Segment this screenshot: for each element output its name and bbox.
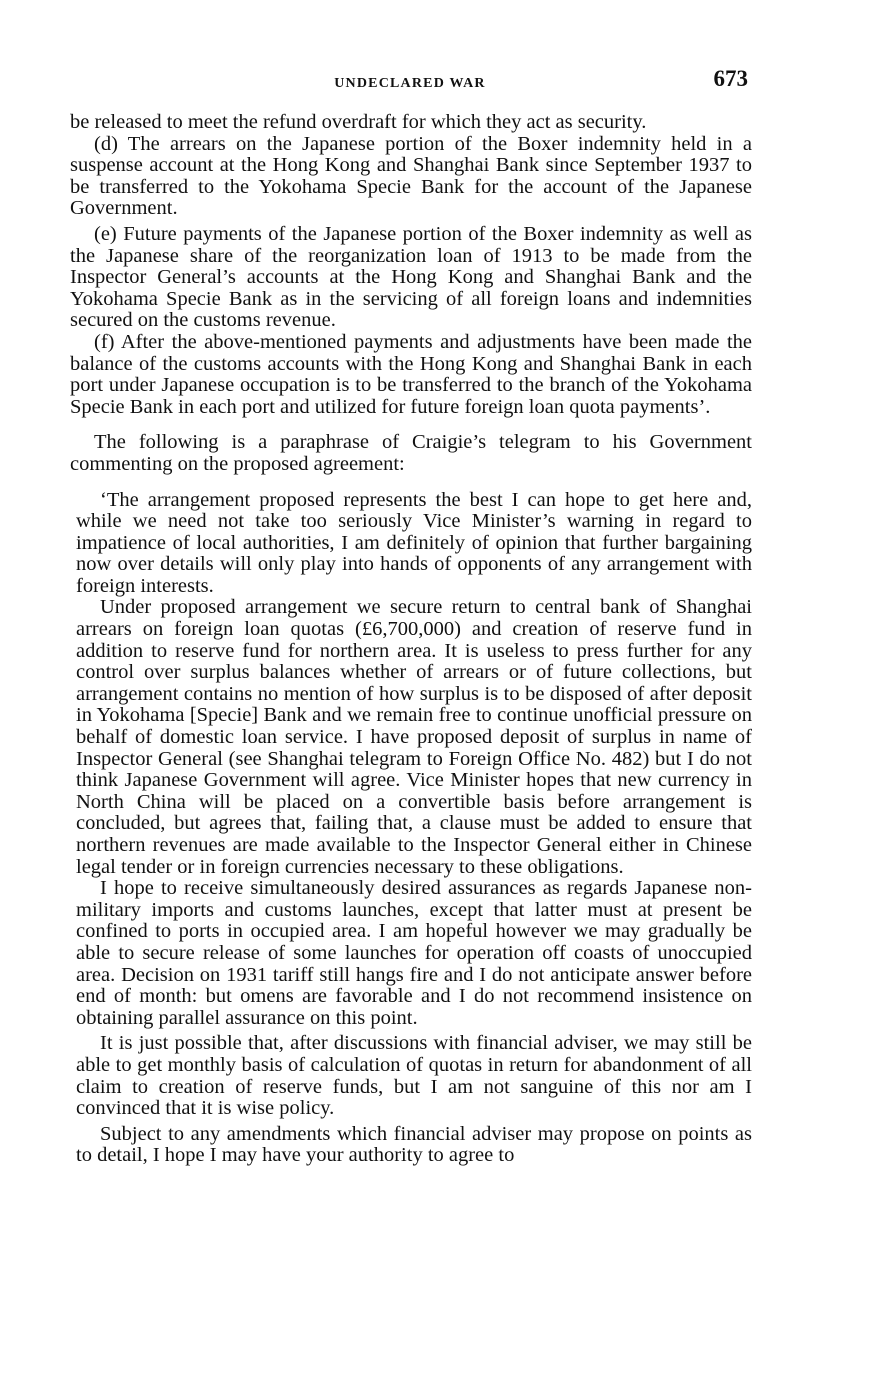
paragraph-continuation: be released to meet the refund overdraft for which they act as security. <box>70 111 647 133</box>
telegram-paragraph-1: ‘The arrangement proposed represents the best I can hope to get here and, while we need not take too seriously Vice Minister’s warning in regard to impatience of local authorities, I am definitely of opinion that further bargaining now over details will only play into hands of opponents of any arrangement with foreign interests. <box>76 488 752 597</box>
paragraph-item-f: (f) After the above-mentioned payments and adjustments have been made the balance of the customs accounts with the Hong Kong and Shanghai Bank in each port under Japanese occupation is to be transferred to the branch of the Yokohama Specie Bank in each port and utilized for future foreign loan quota payments’. <box>70 330 752 418</box>
telegram-paragraph-2: Under proposed arrangement we secure return to central bank of Shanghai arrears on foreign loan quotas (£6,700,000) and creation of reserve fund in addition to reserve fund for northern area. It is useless to press further for any control over surplus balances whether of arrears or of future collections, but arrangement contains no mention of how surplus is to be disposed of after deposit in Yokohama [Specie] Bank and we remain free to continue unofficial pressure on behalf of domestic loan service. I have proposed deposit of surplus in name of Inspector General (see Shanghai telegram to Foreign Office No. 482) but I do not think Japanese Government will agree. Vice Minister hopes that new currency in North China will be placed on a convertible basis before arrangement is concluded, but agrees that, failing that, a clause must be added to ensure that northern revenues are made available to the Inspector General either in Chinese legal tender or in foreign currencies necessary to these obligations. <box>76 596 752 878</box>
telegram-paragraph-3: I hope to receive simultaneously desired assurances as regards Japanese non-military imports and customs launches, except that latter must at present be confined to ports in occupied area. I am hopeful however we may gradually be able to secure release of some launches for operation off coasts of unoccupied area. Decision on 1931 tariff still hangs fire and I do not anticipate answer before end of month: but omens are favorable and I do not recommend insistence on obtaining parallel assurance on this point. <box>76 877 752 1029</box>
paragraph-item-e: (e) Future payments of the Japanese portion of the Boxer indemnity as well as the Japanese share of the reorganization loan of 1913 to be made from the Inspector General’s accounts at the Hong Kong and Shanghai Bank and the Yokohama Specie Bank as in the servicing of all foreign loans and indemnities secured on the customs revenue. <box>70 222 752 332</box>
running-header <box>70 66 750 100</box>
telegram-paragraph-5: Subject to any amendments which financial adviser may propose on points as to detail, I hope I may have your authority to agree to <box>76 1122 752 1167</box>
paragraph-intro: The following is a paraphrase of Craigie’s telegram to his Government commenting on the proposed agreement: <box>70 431 752 475</box>
body-text <box>70 112 752 1167</box>
running-title: UNDECLARED WAR <box>334 76 486 91</box>
page-number: 673 <box>713 66 748 91</box>
paragraph-item-d: (d) The arrears on the Japanese portion of the Boxer indemnity held in a suspense account at the Hong Kong and Shanghai Bank since September 1937 to be transferred to the Yokohama Specie Bank for the account of the Japanese Government. <box>70 132 752 220</box>
telegram-paragraph-4: It is just possible that, after discussions with financial adviser, we may still be able to get monthly basis of calculation of quotas in return for abandonment of all claim to creation of reserve funds, but I am not sanguine of this nor am I convinced that it is wise policy. <box>76 1032 752 1120</box>
